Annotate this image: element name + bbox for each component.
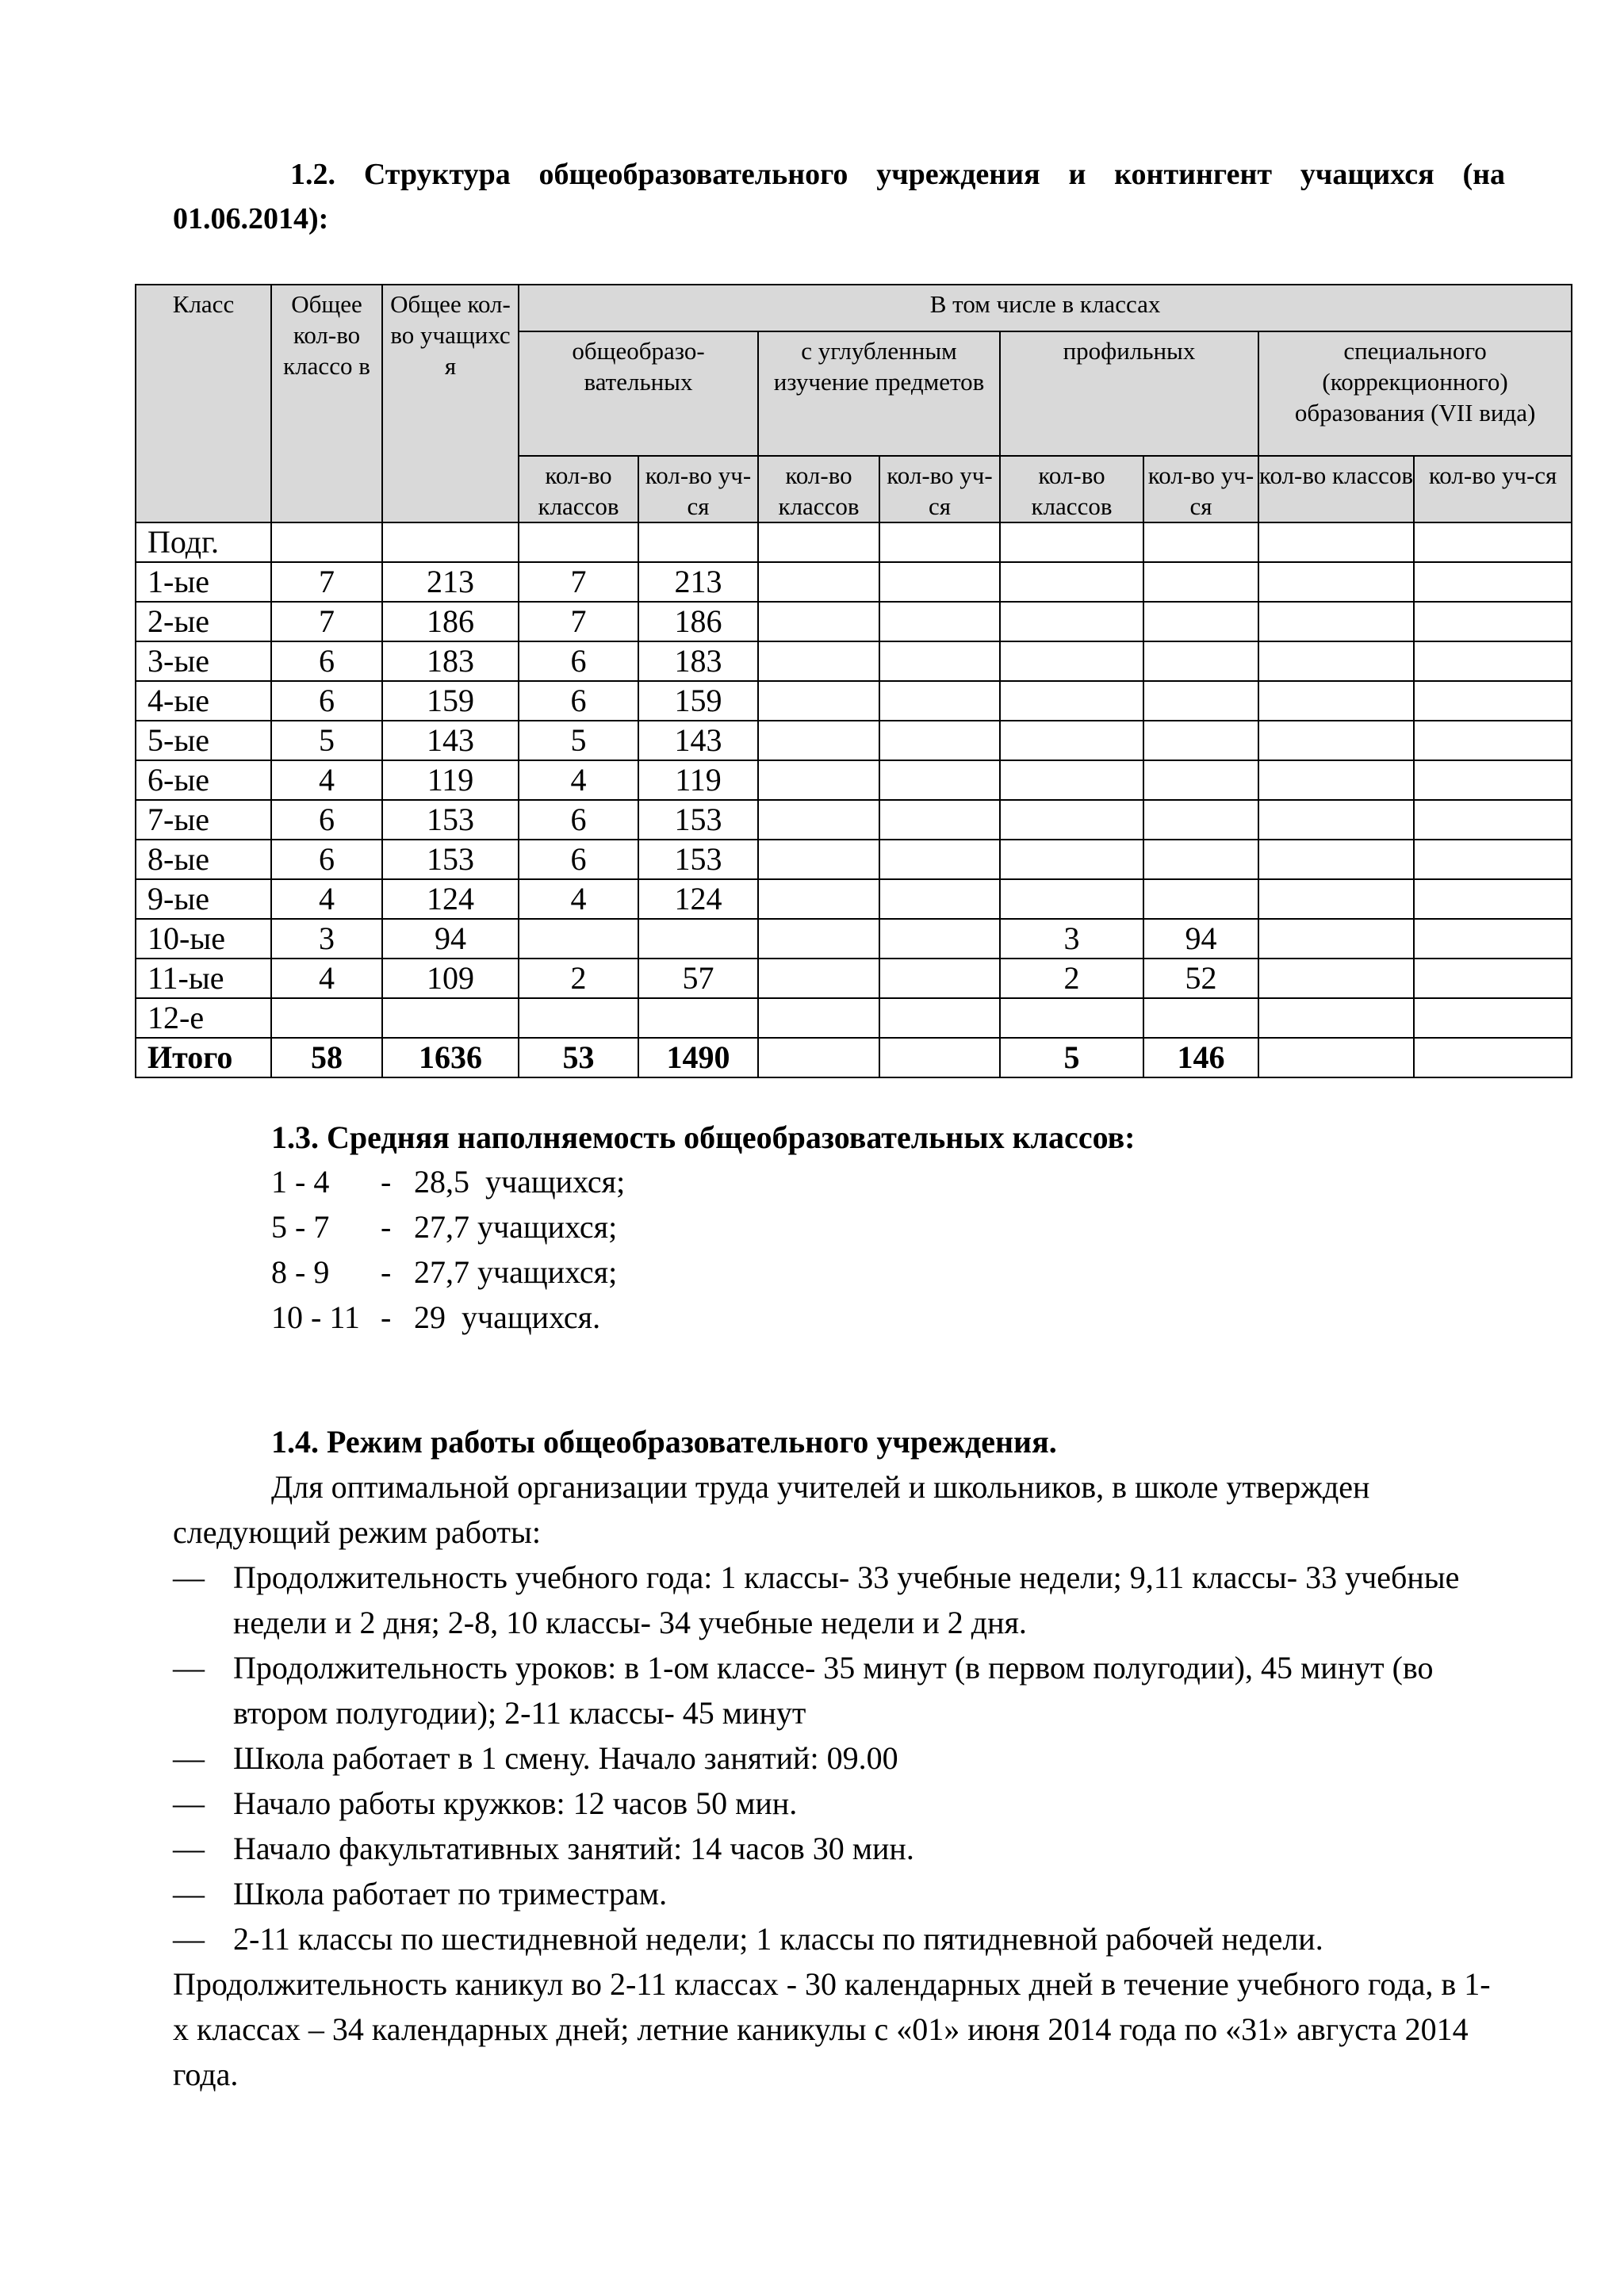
cell-adv-classes [758, 1038, 879, 1077]
table-row [136, 959, 1572, 998]
cell-total-students: 94 [382, 919, 519, 959]
section-1-4-intro: Для оптимальной организации труда учителей и школьников, в школе утвержден следующий режим работы: [173, 1469, 1370, 1550]
schedule-item-text: 2-11 классы по шестидневной недели; 1 классы по пятидневной рабочей недели. [233, 1921, 1323, 1957]
cell-gen-classes: 2 [519, 959, 638, 998]
cell-total-classes: 3 [271, 919, 382, 959]
cell-prof-students: 146 [1143, 1038, 1258, 1077]
cell-adv-students [879, 681, 1000, 721]
schedule-item-text: Школа работает в 1 смену. Начало занятий: 09.00 [233, 1740, 898, 1776]
cell-gen-students: 186 [638, 602, 758, 641]
cell-gen-classes [519, 998, 638, 1038]
cell-spec-students [1414, 641, 1572, 681]
cell-label: 3-ые [136, 641, 271, 681]
schedule-item-text: Продолжительность учебного года: 1 классы- 33 учебные недели; 9,11 классы- 33 учебные недели и 2 дня; 2-8, 10 классы- 34 учебные недели и 2 дня. [233, 1559, 1460, 1640]
cell-adv-students [879, 840, 1000, 879]
cell-gen-students: 124 [638, 879, 758, 919]
schedule-item-text: Школа работает по триместрам. [233, 1876, 668, 1911]
cell-gen-classes: 6 [519, 800, 638, 840]
fill-rate-value: 27,7 учащихся; [414, 1254, 618, 1290]
cell-label: 12-е [136, 998, 271, 1038]
cell-total-classes: 4 [271, 959, 382, 998]
schedule-item [173, 1645, 1505, 1735]
cell-spec-classes [1258, 919, 1414, 959]
section-heading-1-4: 1.4. Режим работы общеобразовательного учреждения. [271, 1424, 1057, 1460]
cell-spec-classes [1258, 840, 1414, 879]
cell-prof-classes [1000, 879, 1143, 919]
cell-prof-classes [1000, 681, 1143, 721]
header-gen-classes: кол-во классов [519, 456, 638, 522]
cell-label: 10-ые [136, 919, 271, 959]
cell-prof-students [1143, 681, 1258, 721]
cell-adv-classes [758, 602, 879, 641]
cell-gen-students: 159 [638, 681, 758, 721]
cell-total-students: 159 [382, 681, 519, 721]
cell-gen-students [638, 998, 758, 1038]
schedule-item [173, 1916, 1505, 1961]
cell-adv-students [879, 1038, 1000, 1077]
cell-label: 7-ые [136, 800, 271, 840]
schedule-item [173, 1735, 1505, 1781]
cell-label: Подг. [136, 522, 271, 562]
separator-dash: - [381, 1164, 392, 1200]
table-row [136, 562, 1572, 602]
section-1-4 [173, 1419, 1505, 2097]
cell-label: 9-ые [136, 879, 271, 919]
list-dash: — [173, 1876, 205, 1911]
cell-gen-classes: 6 [519, 840, 638, 879]
cell-total-students: 153 [382, 840, 519, 879]
cell-adv-classes [758, 800, 879, 840]
fill-rate-list [271, 1159, 625, 1340]
list-dash: — [173, 1785, 205, 1821]
cell-prof-classes [1000, 760, 1143, 800]
cell-total-students: 119 [382, 760, 519, 800]
schedule-list [173, 1555, 1505, 1961]
cell-total-students: 153 [382, 800, 519, 840]
cell-label: 6-ые [136, 760, 271, 800]
cell-spec-students [1414, 602, 1572, 641]
cell-adv-classes [758, 522, 879, 562]
cell-total-classes: 7 [271, 562, 382, 602]
cell-spec-classes [1258, 800, 1414, 840]
cell-adv-students [879, 562, 1000, 602]
fill-rate-row [271, 1295, 625, 1340]
separator-dash: - [381, 1299, 392, 1335]
cell-gen-classes: 6 [519, 641, 638, 681]
table-row [136, 840, 1572, 879]
header-adv-classes: кол-во классов [758, 456, 879, 522]
cell-total-classes: 6 [271, 800, 382, 840]
cell-spec-students [1414, 522, 1572, 562]
header-special: специального (коррекционного) образования (VII вида) [1258, 331, 1572, 456]
cell-spec-students [1414, 760, 1572, 800]
cell-gen-students: 1490 [638, 1038, 758, 1077]
section-heading-1-2: 1.2. Структура общеобразовательного учреждения и контингент учащихся (на 01.06.2014): [173, 158, 1505, 235]
cell-gen-students: 153 [638, 840, 758, 879]
separator-dash: - [381, 1209, 392, 1245]
cell-spec-classes [1258, 1038, 1414, 1077]
cell-adv-classes [758, 760, 879, 800]
cell-gen-students: 153 [638, 800, 758, 840]
cell-gen-students [638, 522, 758, 562]
cell-spec-classes [1258, 959, 1414, 998]
cell-gen-students: 143 [638, 721, 758, 760]
cell-total-classes: 58 [271, 1038, 382, 1077]
cell-spec-students [1414, 919, 1572, 959]
table-row [136, 919, 1572, 959]
cell-spec-classes [1258, 681, 1414, 721]
cell-gen-students: 57 [638, 959, 758, 998]
cell-adv-students [879, 602, 1000, 641]
cell-prof-classes [1000, 800, 1143, 840]
cell-prof-classes [1000, 602, 1143, 641]
table-row [136, 879, 1572, 919]
header-spec-classes: кол-во классов [1258, 456, 1414, 522]
cell-total-students: 1636 [382, 1038, 519, 1077]
cell-prof-students [1143, 879, 1258, 919]
cell-gen-classes: 4 [519, 760, 638, 800]
fill-rate-row [271, 1249, 625, 1295]
cell-adv-students [879, 998, 1000, 1038]
fill-rate-value: 28,5 учащихся; [414, 1164, 626, 1200]
cell-prof-classes [1000, 522, 1143, 562]
cell-gen-classes: 53 [519, 1038, 638, 1077]
cell-label: Итого [136, 1038, 271, 1077]
cell-spec-classes [1258, 641, 1414, 681]
cell-label: 4-ые [136, 681, 271, 721]
cell-spec-classes [1258, 879, 1414, 919]
cell-total-students: 183 [382, 641, 519, 681]
cell-prof-students [1143, 998, 1258, 1038]
cell-prof-classes: 5 [1000, 1038, 1143, 1077]
header-profile: профильных [1000, 331, 1258, 456]
cell-gen-students: 119 [638, 760, 758, 800]
separator-dash: - [381, 1254, 392, 1290]
cell-adv-students [879, 721, 1000, 760]
cell-total-classes: 4 [271, 879, 382, 919]
cell-total-classes [271, 522, 382, 562]
cell-spec-classes [1258, 760, 1414, 800]
cell-label: 5-ые [136, 721, 271, 760]
cell-spec-students [1414, 998, 1572, 1038]
cell-prof-students [1143, 840, 1258, 879]
table-row [136, 602, 1572, 641]
cell-gen-students: 213 [638, 562, 758, 602]
cell-prof-classes: 2 [1000, 959, 1143, 998]
schedule-item [173, 1555, 1505, 1645]
cell-total-classes: 6 [271, 641, 382, 681]
cell-adv-classes [758, 998, 879, 1038]
cell-prof-classes [1000, 998, 1143, 1038]
cell-adv-classes [758, 721, 879, 760]
header-adv-students: кол-во уч-ся [879, 456, 1000, 522]
cell-gen-classes: 7 [519, 602, 638, 641]
header-total-students: Общее кол-во учащихс я [382, 285, 519, 522]
schedule-item [173, 1871, 1505, 1916]
cell-prof-students [1143, 760, 1258, 800]
cell-adv-classes [758, 840, 879, 879]
cell-total-classes: 5 [271, 721, 382, 760]
table-row [136, 522, 1572, 562]
cell-total-classes: 6 [271, 840, 382, 879]
cell-prof-classes: 3 [1000, 919, 1143, 959]
list-dash: — [173, 1740, 205, 1776]
list-dash: — [173, 1559, 205, 1595]
cell-spec-students [1414, 1038, 1572, 1077]
cell-total-classes: 6 [271, 681, 382, 721]
table-row [136, 760, 1572, 800]
cell-spec-students [1414, 959, 1572, 998]
cell-spec-classes [1258, 562, 1414, 602]
cell-adv-classes [758, 919, 879, 959]
cell-adv-classes [758, 959, 879, 998]
cell-prof-classes [1000, 840, 1143, 879]
cell-total-students: 143 [382, 721, 519, 760]
cell-prof-classes [1000, 641, 1143, 681]
schedule-item-text: Начало факультативных занятий: 14 часов 30 мин. [233, 1831, 914, 1866]
section-heading-1-3: 1.3. Средняя наполняемость общеобразовательных классов: [271, 1119, 1136, 1155]
cell-total-students: 124 [382, 879, 519, 919]
contingent-table [135, 284, 1572, 1078]
cell-gen-students: 183 [638, 641, 758, 681]
cell-gen-classes [519, 919, 638, 959]
cell-label: 11-ые [136, 959, 271, 998]
cell-spec-students [1414, 879, 1572, 919]
grade-range: 10 - 11 [271, 1299, 360, 1335]
cell-prof-students [1143, 800, 1258, 840]
fill-rate-value: 27,7 учащихся; [414, 1209, 618, 1245]
header-spec-students: кол-во уч-ся [1414, 456, 1572, 522]
schedule-item-text: Продолжительность уроков: в 1-ом классе- 35 минут (в первом полугодии), 45 минут (во втором полугодии); 2-11 классы- 45 минут [233, 1650, 1434, 1731]
cell-label: 8-ые [136, 840, 271, 879]
cell-prof-students [1143, 522, 1258, 562]
cell-gen-students [638, 919, 758, 959]
cell-total-classes: 7 [271, 602, 382, 641]
cell-prof-classes [1000, 721, 1143, 760]
schedule-item [173, 1781, 1505, 1826]
cell-adv-students [879, 760, 1000, 800]
header-advanced: с углубленным изучение предметов [758, 331, 1000, 456]
cell-adv-classes [758, 879, 879, 919]
grade-range: 5 - 7 [271, 1209, 330, 1245]
grade-range: 8 - 9 [271, 1254, 330, 1290]
header-total-classes: Общее кол-во классо в [271, 285, 382, 522]
cell-gen-classes [519, 522, 638, 562]
header-prof-students: кол-во уч-ся [1143, 456, 1258, 522]
table-row [136, 800, 1572, 840]
cell-spec-students [1414, 562, 1572, 602]
table-row [136, 641, 1572, 681]
list-dash: — [173, 1831, 205, 1866]
cell-prof-students: 94 [1143, 919, 1258, 959]
schedule-item-text: Начало работы кружков: 12 часов 50 мин. [233, 1785, 798, 1821]
table-row [136, 998, 1572, 1038]
cell-gen-classes: 5 [519, 721, 638, 760]
cell-total-students: 186 [382, 602, 519, 641]
header-general: общеобразо-вательных [519, 331, 758, 456]
cell-spec-classes [1258, 998, 1414, 1038]
cell-adv-students [879, 919, 1000, 959]
cell-total-students [382, 998, 519, 1038]
cell-prof-students [1143, 562, 1258, 602]
grade-range: 1 - 4 [271, 1164, 330, 1200]
table-total-row [136, 1038, 1572, 1077]
cell-total-students: 213 [382, 562, 519, 602]
cell-adv-classes [758, 641, 879, 681]
cell-total-classes: 4 [271, 760, 382, 800]
cell-spec-students [1414, 840, 1572, 879]
cell-gen-classes: 6 [519, 681, 638, 721]
table-row [136, 721, 1572, 760]
table-row [136, 681, 1572, 721]
cell-total-students [382, 522, 519, 562]
fill-rate-row [271, 1159, 625, 1204]
cell-adv-students [879, 522, 1000, 562]
cell-prof-students [1143, 602, 1258, 641]
header-gen-students: кол-во уч-ся [638, 456, 758, 522]
cell-total-students: 109 [382, 959, 519, 998]
list-dash: — [173, 1650, 205, 1686]
cell-prof-classes [1000, 562, 1143, 602]
cell-spec-classes [1258, 721, 1414, 760]
cell-label: 1-ые [136, 562, 271, 602]
section-1-4-closing: Продолжительность каникул во 2-11 классах - 30 календарных дней в течение учебного года, в 1-х классах – 34 календарных дней; летние каникулы с «01» июня 2014 года по «31» августа 2014 года. [173, 1966, 1491, 2092]
cell-prof-students: 52 [1143, 959, 1258, 998]
cell-adv-classes [758, 681, 879, 721]
schedule-item [173, 1826, 1505, 1871]
cell-adv-students [879, 800, 1000, 840]
cell-adv-students [879, 641, 1000, 681]
cell-prof-students [1143, 721, 1258, 760]
cell-adv-students [879, 959, 1000, 998]
header-prof-classes: кол-во классов [1000, 456, 1143, 522]
cell-total-classes [271, 998, 382, 1038]
cell-prof-students [1143, 641, 1258, 681]
cell-adv-classes [758, 562, 879, 602]
cell-spec-classes [1258, 522, 1414, 562]
cell-adv-students [879, 879, 1000, 919]
cell-spec-students [1414, 800, 1572, 840]
cell-gen-classes: 4 [519, 879, 638, 919]
fill-rate-row [271, 1204, 625, 1249]
fill-rate-value: 29 учащихся. [414, 1299, 601, 1335]
list-dash: — [173, 1921, 205, 1957]
cell-gen-classes: 7 [519, 562, 638, 602]
cell-label: 2-ые [136, 602, 271, 641]
header-including: В том числе в классах [519, 285, 1572, 331]
header-klass: Класс [136, 285, 271, 522]
cell-spec-students [1414, 721, 1572, 760]
cell-spec-classes [1258, 602, 1414, 641]
cell-spec-students [1414, 681, 1572, 721]
